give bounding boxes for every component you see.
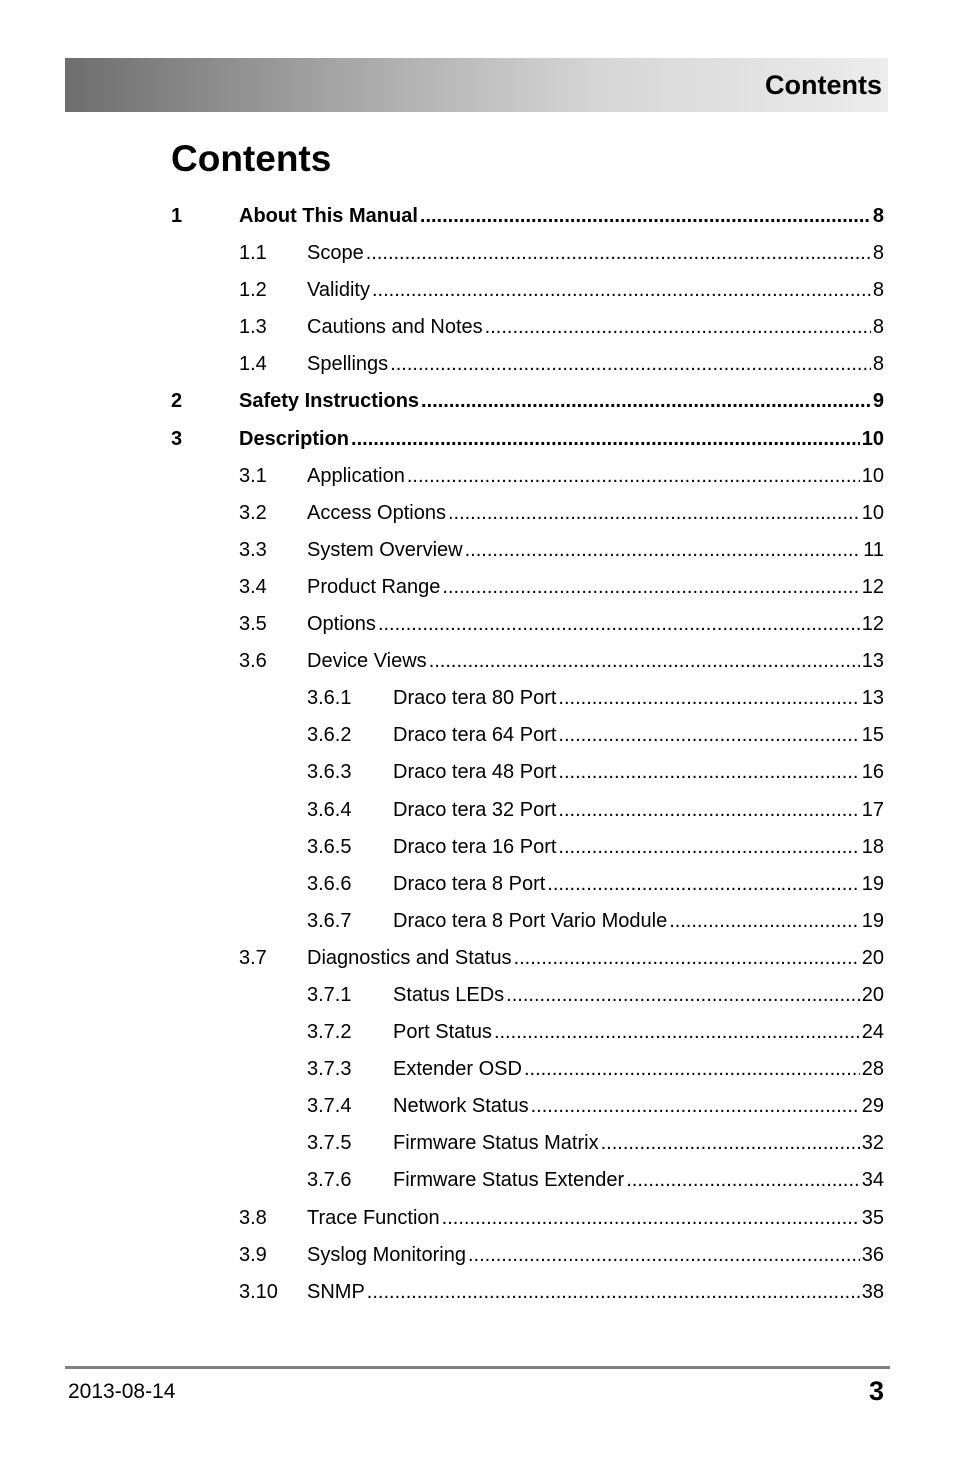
toc-entry-title: Syslog Monitoring [307, 1243, 466, 1266]
toc-entry-number: 3.7.1 [307, 983, 352, 1006]
toc-entry[interactable] [171, 1051, 884, 1088]
toc-dot-leader [558, 717, 859, 754]
toc-entry[interactable] [171, 1088, 884, 1125]
toc-entry-title: Application [307, 464, 405, 487]
toc-entry[interactable] [171, 1237, 884, 1274]
toc-entry-page: 15 [861, 724, 884, 747]
toc-dot-leader [465, 532, 862, 569]
toc-entry-title: Safety Instructions [239, 390, 420, 413]
toc-entry-title: Access Options [307, 501, 446, 524]
toc-entry-number: 2 [171, 390, 183, 413]
toc-entry[interactable] [171, 977, 884, 1014]
toc-entry-page: 9 [872, 390, 884, 413]
header-bar [65, 58, 888, 112]
toc-entry[interactable] [171, 1274, 884, 1311]
toc-entry-title: Draco tera 8 Port Vario Module [393, 909, 668, 932]
toc-entry[interactable] [171, 1200, 884, 1237]
toc-entry-page: 24 [861, 1021, 884, 1044]
toc-entry-number: 3.9 [239, 1243, 267, 1266]
toc-entry-page: 28 [861, 1058, 884, 1081]
toc-entry-page: 17 [861, 798, 884, 821]
toc-entry-number: 3.6.5 [307, 835, 352, 858]
toc-dot-leader [494, 1014, 860, 1051]
toc-entry-page: 12 [861, 613, 884, 636]
toc-entry-number: 3.7.2 [307, 1021, 352, 1044]
toc-dot-leader [448, 495, 860, 532]
toc-dot-leader [558, 792, 859, 829]
toc-entry-number: 3.6.7 [307, 909, 352, 932]
toc-entry-title: Diagnostics and Status [307, 946, 512, 969]
toc-entry-number: 3.4 [239, 575, 267, 598]
toc-entry-page: 11 [863, 538, 884, 561]
footer-divider [65, 1366, 890, 1369]
toc-entry-page: 8 [872, 353, 884, 376]
toc-dot-leader [514, 940, 860, 977]
toc-entry-page: 8 [872, 242, 884, 265]
toc-dot-leader [372, 272, 871, 309]
toc-dot-leader [390, 346, 871, 383]
toc-entry[interactable] [171, 680, 884, 717]
toc-entry-title: Status LEDs [393, 983, 505, 1006]
toc-dot-leader [420, 198, 871, 235]
toc-dot-leader [531, 1088, 860, 1125]
toc-entry-page: 19 [861, 872, 884, 895]
toc-entry[interactable] [171, 754, 884, 791]
toc-dot-leader [524, 1051, 860, 1088]
toc-dot-leader [601, 1125, 860, 1162]
toc-entry-number: 1.2 [239, 279, 267, 302]
toc-entry-page: 18 [861, 835, 884, 858]
toc-entry-title: Device Views [307, 650, 427, 673]
toc-entry-page: 12 [861, 575, 884, 598]
table-of-contents [171, 198, 884, 1311]
toc-entry[interactable] [171, 532, 884, 569]
toc-entry-page: 10 [861, 501, 884, 524]
toc-dot-leader [367, 1274, 860, 1311]
toc-entry-page: 19 [861, 909, 884, 932]
toc-dot-leader [626, 1162, 860, 1199]
toc-dot-leader [468, 1237, 860, 1274]
toc-entry-title: Firmware Status Matrix [393, 1132, 599, 1155]
toc-entry-page: 8 [872, 316, 884, 339]
toc-entry-number: 3.5 [239, 613, 267, 636]
toc-entry-title: Spellings [307, 353, 389, 376]
toc-entry[interactable] [171, 272, 884, 309]
toc-entry[interactable] [171, 1014, 884, 1051]
toc-dot-leader [442, 569, 859, 606]
toc-entry-number: 3.7.6 [307, 1169, 352, 1192]
toc-entry-number: 3.6 [239, 650, 267, 673]
toc-entry-page: 13 [861, 650, 884, 673]
toc-entry[interactable] [171, 1125, 884, 1162]
toc-entry[interactable] [171, 421, 884, 458]
toc-entry[interactable] [171, 198, 884, 235]
toc-entry-number: 3.6.1 [307, 687, 352, 710]
toc-dot-leader [485, 309, 871, 346]
toc-entry[interactable] [171, 903, 884, 940]
toc-entry-page: 32 [861, 1132, 884, 1155]
toc-entry-title: Draco tera 48 Port [393, 761, 557, 784]
toc-entry[interactable] [171, 829, 884, 866]
toc-dot-leader [378, 606, 860, 643]
toc-entry[interactable] [171, 458, 884, 495]
toc-dot-leader [429, 643, 860, 680]
toc-entry[interactable] [171, 309, 884, 346]
toc-entry-number: 3.6.3 [307, 761, 352, 784]
toc-dot-leader [366, 235, 871, 272]
toc-entry-number: 1.3 [239, 316, 267, 339]
toc-entry-page: 20 [861, 946, 884, 969]
toc-entry-title: Network Status [393, 1095, 529, 1118]
toc-entry-page: 13 [861, 687, 884, 710]
toc-entry-title: Draco tera 8 Port [393, 872, 546, 895]
toc-entry-number: 3.2 [239, 501, 267, 524]
toc-entry-number: 3.7.5 [307, 1132, 352, 1155]
toc-entry-number: 3 [171, 427, 183, 450]
toc-dot-leader [669, 903, 860, 940]
toc-entry[interactable] [171, 792, 884, 829]
page-title: Contents [171, 138, 332, 179]
toc-entry-title: Description [239, 427, 350, 450]
toc-entry-number: 3.6.4 [307, 798, 352, 821]
toc-dot-leader [442, 1200, 860, 1237]
footer-page-number: 3 [868, 1376, 884, 1406]
toc-entry-title: Trace Function [307, 1206, 440, 1229]
toc-entry[interactable] [171, 643, 884, 680]
toc-entry-title: Draco tera 80 Port [393, 687, 557, 710]
toc-entry-number: 3.3 [239, 538, 267, 561]
toc-dot-leader [421, 383, 871, 420]
toc-entry-page: 10 [861, 427, 884, 450]
toc-entry[interactable] [171, 235, 884, 272]
toc-dot-leader [407, 458, 860, 495]
toc-entry-page: 38 [861, 1280, 884, 1303]
toc-entry[interactable] [171, 866, 884, 903]
toc-dot-leader [506, 977, 860, 1014]
toc-entry-number: 3.7 [239, 946, 267, 969]
toc-dot-leader [558, 680, 859, 717]
toc-entry-number: 3.6.6 [307, 872, 352, 895]
toc-entry-title: About This Manual [239, 205, 418, 227]
toc-entry-title: Port Status [393, 1021, 492, 1044]
toc-entry[interactable] [171, 606, 884, 643]
toc-entry[interactable] [171, 1162, 884, 1199]
toc-entry-page: 29 [861, 1095, 884, 1118]
toc-entry-number: 3.6.2 [307, 724, 352, 747]
toc-entry-number: 1.4 [239, 353, 267, 376]
toc-dot-leader [351, 421, 860, 458]
toc-entry-page: 16 [861, 761, 884, 784]
toc-entry-title: SNMP [307, 1280, 365, 1303]
toc-entry-number: 3.10 [239, 1280, 278, 1303]
toc-entry-number: 3.8 [239, 1206, 267, 1229]
toc-entry-page: 36 [861, 1243, 884, 1266]
toc-entry-title: Draco tera 64 Port [393, 724, 557, 747]
toc-entry-number: 3.7.4 [307, 1095, 352, 1118]
toc-entry-title: Scope [307, 242, 364, 265]
toc-entry-title: Draco tera 16 Port [393, 835, 557, 858]
toc-entry-title: System Overview [307, 538, 463, 561]
toc-entry-number: 3.7.3 [307, 1058, 352, 1081]
toc-entry[interactable] [171, 383, 884, 420]
toc-entry-page: 8 [872, 205, 884, 227]
toc-entry-title: Extender OSD [393, 1058, 522, 1081]
toc-entry-title: Draco tera 32 Port [393, 798, 557, 821]
toc-entry-title: Cautions and Notes [307, 316, 483, 339]
toc-entry[interactable] [171, 569, 884, 606]
toc-entry-number: 1.1 [239, 242, 267, 265]
toc-entry[interactable] [171, 717, 884, 754]
toc-entry-page: 34 [861, 1169, 884, 1192]
toc-entry-number: 1 [171, 205, 183, 227]
toc-entry-title: Validity [307, 279, 370, 302]
toc-entry-page: 10 [861, 464, 884, 487]
header-title: Contents [765, 70, 882, 100]
toc-entry[interactable] [171, 940, 884, 977]
toc-entry[interactable] [171, 346, 884, 383]
toc-dot-leader [558, 829, 859, 866]
toc-entry[interactable] [171, 495, 884, 532]
toc-entry-title: Options [307, 613, 376, 636]
toc-entry-number: 3.1 [239, 464, 267, 487]
toc-entry-title: Product Range [307, 575, 441, 598]
toc-entry-title: Firmware Status Extender [393, 1169, 625, 1192]
toc-dot-leader [547, 866, 859, 903]
toc-entry-page: 8 [872, 279, 884, 302]
toc-dot-leader [558, 754, 859, 791]
toc-entry-page: 20 [861, 983, 884, 1006]
footer-date: 2013-08-14 [68, 1380, 176, 1403]
toc-entry-page: 35 [861, 1206, 884, 1229]
